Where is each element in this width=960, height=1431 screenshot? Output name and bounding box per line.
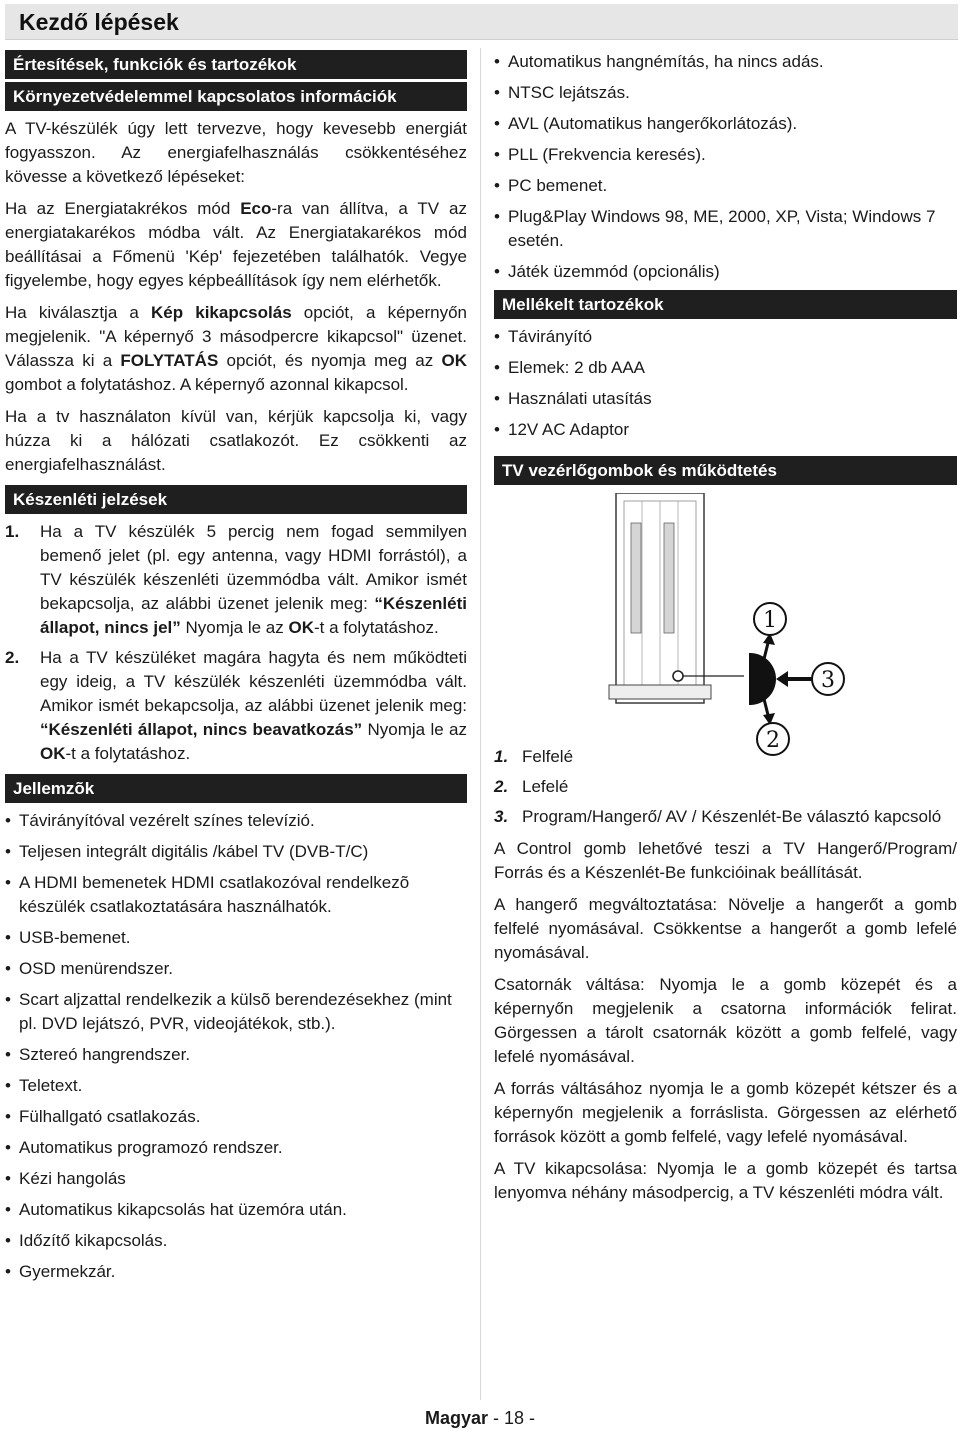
list-item: • Teletext.: [5, 1074, 467, 1098]
controls-paragraph-power: A TV kikapcsolása: Nyomja le a gomb közepét és tartsa lenyomva néhány másodpercig, a TV készenléti módra vált.: [494, 1159, 957, 1202]
section-bar-environment: Környezetvédelemmel kapcsolatos információk: [5, 82, 467, 111]
list-item: • AVL (Automatikus hangerőkorlátozás).: [494, 112, 957, 136]
list-item: • Automatikus programozó rendszer.: [5, 1136, 467, 1160]
controls-paragraph-source: A forrás váltásához nyomja le a gomb közepét kétszer és a képernyőn megjelenik a forráslista. Görgessen az elérhető források között a gomb felfelé, vagy lefelé nyomásával.: [494, 1079, 957, 1146]
section-bar-accessories: Mellékelt tartozékok: [494, 290, 957, 319]
features-list-continued: [494, 50, 957, 284]
list-item: • Fülhallgató csatlakozás.: [5, 1105, 467, 1129]
list-item: • PLL (Frekvencia keresés).: [494, 143, 957, 167]
list-item: • Távirányítóval vezérelt színes televízió.: [5, 809, 467, 833]
list-item: • Elemek: 2 db AAA: [494, 356, 957, 380]
list-item: • Teljesen integrált digitális /kábel TV (DVB-T/C): [5, 840, 467, 864]
control-button-figure: [494, 493, 957, 783]
controls-paragraph-channels: Csatornák váltása: Nyomja le a gomb közepét és a képernyőn megjelenik a csatorna információk felirat. Görgessen a tárolt csatornák között a gomb felfelé, vagy lefelé nyomásával.: [494, 975, 957, 1066]
env-paragraph-2: Ha az Energiatakrékos mód Eco-ra van állítva, a TV az energiatakarékos módba vált. Az Energiatakarékos mód beállításai a Főmenü 'Kép' fejezetében találhatók. Vegye figyelembe, hogy egyes képbeállítások így nem elérhetők.: [5, 199, 467, 290]
left-column: [5, 50, 467, 1284]
column-divider: [480, 48, 481, 1400]
list-item: • 12V AC Adaptor: [494, 418, 957, 442]
section-bar-notifications: Értesítések, funkciók és tartozékok: [5, 50, 467, 79]
section-bar-controls: TV vezérlőgombok és működtetés: [494, 456, 957, 485]
list-item: • Plug&Play Windows 98, ME, 2000, XP, Vista; Windows 7 esetén.: [494, 205, 957, 253]
list-item: • OSD menürendszer.: [5, 957, 467, 981]
list-item: 2. Ha a TV készüléket magára hagyta és nem működteti egy ideig, a TV készülék készenléti üzemmódba vált. Amikor ismét bekapcsolja, az alábbi üzenet jelenik meg: “Készenléti állapot, nincs beavatkozás” Nyomja le az OK-t a folytatáshoz.: [5, 648, 468, 763]
list-item: • Játék üzemmód (opcionális): [494, 260, 957, 284]
page-title: Kezdő lépések: [5, 4, 958, 40]
right-column: [494, 50, 957, 1205]
features-list: [5, 809, 467, 1284]
list-item: • Gyermekzár.: [5, 1260, 467, 1284]
control-button-icon: [750, 653, 776, 705]
list-item: 2. Lefelé: [494, 777, 569, 796]
footer-language: Magyar: [424, 1408, 488, 1428]
page-footer: [0, 1406, 960, 1430]
section-bar-features: Jellemzõk: [5, 774, 467, 803]
tv-side-illustration: [494, 493, 957, 783]
list-item: • Automatikus hangnémítás, ha nincs adás.: [494, 50, 957, 74]
env-paragraph-1: A TV-készülék úgy lett tervezve, hogy kevesebb energiát fogyasszon. Az energiafelhasználás csökkentéséhez kövesse a következő lépéseket:: [5, 119, 467, 186]
figure-label-two: 2: [766, 728, 780, 753]
tv-vent: [631, 523, 641, 633]
env-paragraph-4: Ha a tv használaton kívül van, kérjük kapcsolja ki, vagy húzza ki a hálózati csatlakozót. Ez csökkenti az energiafelhasználást.: [5, 407, 467, 474]
control-button-location: [673, 671, 683, 681]
tv-base-edge: [609, 685, 711, 699]
controls-paragraph-volume: A hangerő megváltoztatása: Növelje a hangerőt a gomb felfelé nyomásával. Csökkentse a hangerőt a gomb lefelé nyomásával.: [494, 895, 957, 962]
list-item: • A HDMI bemenetek HDMI csatlakozóval rendelkezõ készülék csatlakoztatására használhatók.: [5, 871, 467, 919]
section-bar-standby: Készenléti jelzések: [5, 485, 467, 514]
list-item: 3. Program/Hangerő/ AV / Készenlét-Be választó kapcsoló: [494, 807, 942, 826]
list-item: • Kézi hangolás: [5, 1167, 467, 1191]
tv-vent: [664, 523, 674, 633]
list-item: • NTSC lejátszás.: [494, 81, 957, 105]
accessories-list: [494, 325, 957, 442]
list-item: • Sztereó hangrendszer.: [5, 1043, 467, 1067]
list-item: • Scart aljzattal rendelkezik a külsõ berendezésekhez (mint pl. DVD lejátszó, PVR, videojátékok, stb.).: [5, 988, 467, 1036]
list-item: • PC bemenet.: [494, 174, 957, 198]
list-item: • Automatikus kikapcsolás hat üzemóra után.: [5, 1198, 467, 1222]
list-item: 1. Ha a TV készülék 5 percig nem fogad semmilyen bemenő jelet (pl. egy antenna, vagy HDMI forrástól), a TV készülék készenléti üzemmódba vált. Amikor ismét bekapcsolja, az alábbi üzenet jelenik meg: “Készenléti állapot, nincs jel” Nyomja le az OK-t a folytatáshoz.: [5, 522, 467, 637]
controls-paragraph-1: A Control gomb lehetővé teszi a TV Hangerő/Program/ Forrás és a Készenlét-Be funkcióinak beállítását.: [494, 839, 957, 882]
env-paragraph-3: Ha kiválasztja a Kép kikapcsolás opciót, a képernyőn megjelenik. "A képernyő 3 másodpercre kikapcsol" üzenet. Válassza ki a FOLYTATÁS opciót, és nyomja meg az OK gombot a folytatáshoz. A képernyő azonnal kikapcsol.: [5, 303, 467, 394]
list-item: • Használati utasítás: [494, 387, 957, 411]
list-item: • Távirányító: [494, 325, 957, 349]
figure-label-one: 1: [763, 608, 777, 633]
list-item: 1. Felfelé: [494, 747, 574, 766]
figure-label-three: 3: [821, 668, 835, 693]
arrow-press-head: [776, 671, 788, 687]
list-item: • Időzítő kikapcsolás.: [5, 1229, 467, 1253]
list-item: • USB-bemenet.: [5, 926, 467, 950]
standby-list: [5, 520, 467, 766]
controls-list: [494, 745, 957, 829]
footer-page-number: - 18 -: [493, 1408, 536, 1428]
